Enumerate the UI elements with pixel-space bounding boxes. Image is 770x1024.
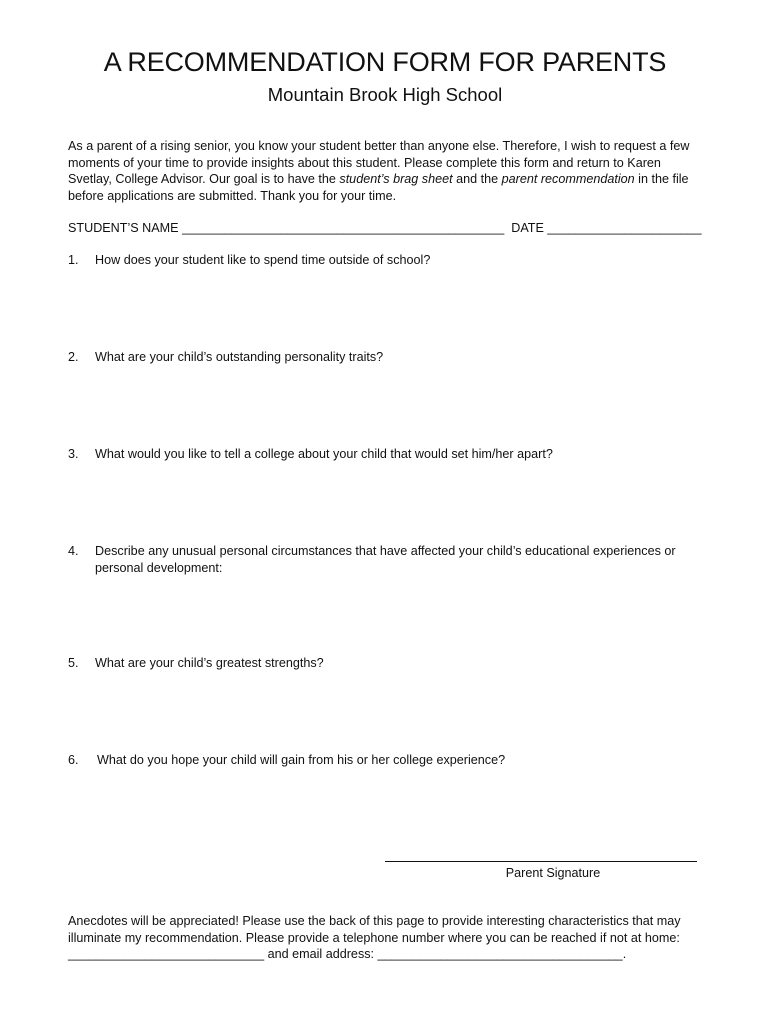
parent-signature-label: Parent Signature — [505, 866, 601, 880]
email-field[interactable]: ___________________________________ — [377, 947, 623, 961]
date-label: DATE — [511, 221, 544, 235]
question-text: What do you hope your child will gain from his or her college experience? — [97, 753, 506, 767]
question-number: 1. — [68, 253, 79, 267]
intro-text-1: As a parent of a rising senior, you know your student better than anyone else. Therefore, I wish to request a few moments of your time to provide insights about this student. Please complete this form and return to Karen Svetlay, College Advisor. Our goal is to have the — [68, 139, 690, 186]
question-text: What are your child’s outstanding personality traits? — [95, 350, 384, 364]
question-text: How does your student like to spend time outside of school? — [95, 253, 431, 267]
closing-text-1: Anecdotes will be appreciated! Please use the back of this page to provide interesting characteristics that may illuminate my recommendation. Please provide a telephone number where you can be reached if not at home: — [68, 914, 681, 945]
student-name-label: STUDENT’S NAME — [68, 221, 179, 235]
closing-paragraph — [68, 913, 708, 963]
question-number: 4. — [68, 544, 79, 558]
question-3 — [68, 446, 708, 463]
question-number: 5. — [68, 656, 79, 670]
student-name-field[interactable]: ______________________________________________ — [182, 221, 505, 235]
question-text: What would you like to tell a college about your child that would set him/her apart? — [95, 447, 553, 461]
intro-text-3: in the file before applications are submitted. Thank you for your time. — [68, 172, 689, 203]
closing-text-2: and email address: — [264, 947, 378, 961]
question-1 — [68, 252, 708, 269]
school-name: Mountain Brook High School — [267, 84, 503, 105]
question-5 — [68, 655, 708, 672]
date-field[interactable]: ______________________ — [547, 221, 702, 235]
closing-period: . — [622, 947, 627, 961]
question-2 — [68, 349, 708, 366]
intro-emphasis-parent-recommendation: parent recommendation — [501, 172, 635, 186]
phone-field[interactable]: ____________________________ — [68, 947, 265, 961]
student-name-date-row — [68, 219, 708, 237]
question-text: What are your child’s greatest strengths? — [95, 656, 324, 670]
intro-emphasis-brag-sheet: student’s brag sheet — [339, 172, 453, 186]
form-title: A RECOMMENDATION FORM FOR PARENTS — [103, 47, 667, 77]
question-6 — [68, 752, 708, 769]
question-number: 3. — [68, 447, 79, 461]
intro-text-2: and the — [452, 172, 502, 186]
parent-signature-line[interactable] — [385, 861, 697, 862]
question-number: 6. — [68, 753, 79, 767]
question-4 — [68, 543, 708, 576]
intro-paragraph — [68, 138, 708, 204]
question-number: 2. — [68, 350, 79, 364]
question-text: Describe any unusual personal circumstances that have affected your child’s educational experiences or personal development: — [95, 544, 676, 575]
